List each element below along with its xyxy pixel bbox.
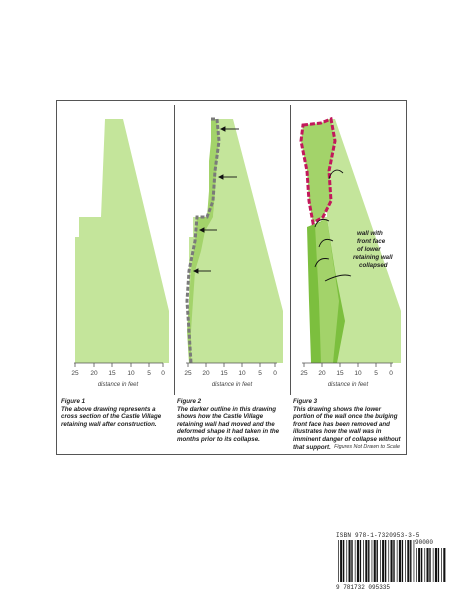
barcode-bar [380,540,381,582]
x-axis-label: distance in feet [97,382,139,388]
barcode-bar [382,540,384,582]
x-axis-tick-label: 15 [336,370,344,377]
barcode-bar [388,540,389,582]
x-axis-tick-label: 5 [147,370,151,377]
figure-2-caption-text: The darker outline in this drawing shows how the Castle Village retaining wall had moved and the deformed shape it had taken in the months prior to its collapse. [177,405,280,443]
x-axis-tick-label: 0 [389,370,393,377]
figure-1-caption [61,398,171,428]
barcode-bar [351,540,352,582]
figure-2-caption [177,398,287,444]
barcode-bar [377,540,378,582]
figure-3-panel [293,101,405,393]
figure-3-title: Figure 3 [293,398,318,405]
barcode-bar [421,548,422,582]
barcode-bar [338,540,339,582]
panel-divider [174,105,175,395]
annotation-line: front face [357,238,386,245]
figure-1-diagram [61,101,171,393]
x-axis-tick-label: 5 [258,370,262,377]
x-axis-ticks [300,363,393,377]
barcode-bar [429,548,430,582]
x-axis-tick-label: 20 [90,370,98,377]
x-axis-tick-label: 10 [238,370,246,377]
barcode-bar [385,540,386,582]
barcode-digits: 9 781732 095335 [336,584,391,591]
x-axis-tick-label: 10 [354,370,362,377]
barcode-bar [443,548,445,582]
annotation-text [353,230,393,269]
x-axis-tick-label: 15 [108,370,116,377]
isbn-text: ISBN 978-1-7320953-3-5 [336,532,420,539]
figure-1-panel [61,101,171,393]
barcode-bar [349,540,351,582]
figure-3-caption-text: This drawing shows the lower portion of the wall once the bulging front face has been removed and illustrates how the wall was in imminent danger of collapse without that support. [293,405,401,451]
annotation-line: wall with [357,230,383,237]
barcode-bar [368,540,369,582]
barcode-bar [427,548,429,582]
x-axis-tick-label: 20 [202,370,210,377]
annotation-line: of lower [357,246,381,253]
barcode-bar [346,540,347,582]
x-axis-tick-label: 0 [161,370,165,377]
barcode-bar [399,540,401,582]
barcode-bar [410,540,411,582]
figure-2-title: Figure 2 [177,398,202,405]
figure-3-diagram [293,101,405,393]
barcode-bar [365,540,367,582]
barcode-bar [340,540,342,582]
barcode-bar [363,540,364,582]
x-axis-tick-label: 25 [184,370,192,377]
barcode-bars [338,540,414,582]
barcode-bar [441,548,442,582]
barcode-bar [414,540,415,582]
barcode-addon-bars [416,548,445,582]
barcode-bar [438,548,439,582]
barcode-bar [416,548,417,582]
annotation-line: collapsed [359,262,388,269]
x-axis-label: distance in feet [327,382,369,388]
x-axis-tick-label: 0 [273,370,277,377]
panel-divider [290,105,291,395]
annotation-line: retaining wall [353,254,393,261]
x-axis-tick-label: 10 [127,370,135,377]
figure-2-panel [177,101,287,393]
figure-1-caption-text: The above drawing represents a cross section of the Castle Village retaining wall after construction. [61,405,162,428]
barcode-bar [393,540,394,582]
barcode-bar [374,540,376,582]
barcode-bar [433,548,434,582]
original-wall-shape [189,119,283,363]
barcode-addon-digits: 90000 [415,539,434,546]
barcode-bar [424,548,425,582]
figure-1-title: Figure 1 [61,398,86,405]
x-axis-ticks [71,363,165,377]
wall-cross-section [75,119,169,363]
barcode-bar [407,540,409,582]
barcode-bar [435,548,437,582]
x-axis-ticks [184,363,277,377]
x-axis-tick-label: 15 [220,370,228,377]
x-axis-tick-label: 25 [71,370,79,377]
barcode-bar [357,540,359,582]
barcode-bar [372,540,373,582]
barcode-bar [355,540,356,582]
barcode-bar [405,540,406,582]
figure-2-diagram [177,101,287,393]
x-axis-tick-label: 20 [318,370,326,377]
isbn-barcode [336,532,446,594]
barcode-bar [418,548,420,582]
scale-note: Figures Not Drawn to Scale [334,444,400,450]
x-axis-tick-label: 5 [374,370,378,377]
figure-frame [56,100,407,455]
barcode-bar [391,540,393,582]
x-axis-tick-label: 25 [300,370,308,377]
barcode-bar [360,540,361,582]
x-axis-label: distance in feet [211,382,253,388]
barcode-bar [402,540,403,582]
barcode-bar [343,540,344,582]
barcode-bar [397,540,398,582]
